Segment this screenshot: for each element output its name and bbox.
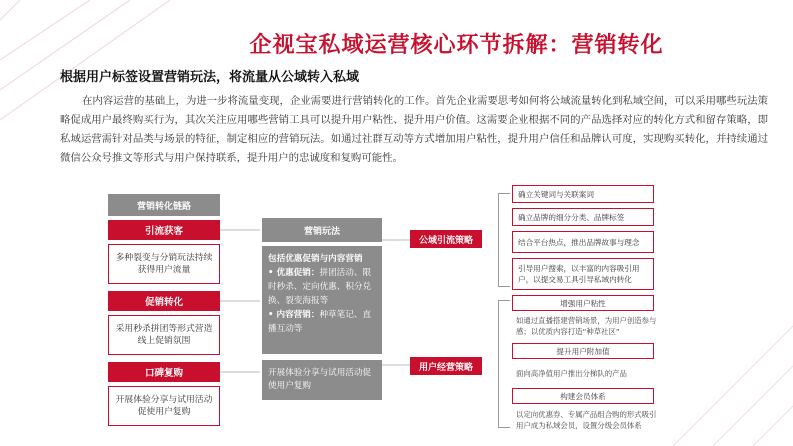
play-panel-title: 包括优惠促销与内容营销 [268, 254, 363, 264]
page-subtitle: 根据用户标签设置营销玩法，将流量从公域转入私域 [60, 70, 360, 85]
public-item-3: 结合平台热点，推出品牌故事与理念 [512, 231, 654, 253]
user-strategy-label: 用户经营策略 [410, 357, 482, 375]
public-bracket [498, 193, 510, 287]
chain-step-2-desc: 采用秒杀拼团等形式营造线上促销氛围 [108, 315, 220, 355]
bullet-content-text: 种草笔记、直播互动等 [268, 310, 372, 334]
user-item-2-box: 提升用户附加值 [512, 343, 654, 359]
public-item-2: 确立品牌的细分分类、品牌标签 [512, 208, 654, 226]
user-item-3-text: 以定向优惠券、专属产品组合购的形式吸引用户成为私域会员，设置分级会员体系 [516, 410, 657, 430]
bullet-content-label: • 内容营销： [268, 310, 320, 320]
chain-step-3-desc: 开展体验分享与试用活动促使用户复购 [108, 386, 220, 426]
user-item-2-text: 面向高净值用户推出分梯队的产品 [516, 369, 627, 378]
user-item-3-box: 构建会员体系 [512, 388, 654, 404]
user-item-1-text: 如通过直播搭建营销场景，为用户创造参与感；以优质内容打造“种草社区” [516, 316, 657, 336]
chain-step-3: 口碑复购 [108, 362, 220, 382]
bullet-promo-text: 拼团活动、限时秒杀、定向优惠、积分兑换、裂变海报等 [268, 268, 372, 306]
page-title: 企视宝私域运营核心环节拆解：营销转化 [249, 33, 664, 58]
chain-step-1: 引流获客 [108, 220, 220, 240]
chain-step-2: 促销转化 [108, 291, 220, 311]
public-item-1: 确立关键词与关联案词 [512, 185, 654, 203]
play-header: 营销玩法 [262, 218, 382, 242]
chain-header: 营销转化链路 [108, 194, 220, 216]
user-item-1-box: 增强用户粘性 [512, 295, 654, 311]
bullet-promo-label: • 优惠促销： [268, 268, 320, 278]
public-item-4: 引导用户搜索，以丰富的内容吸引用户，以提交易工具引导私域内转化 [512, 258, 654, 290]
play-connectors [382, 180, 422, 430]
chain-step-1-desc: 多种裂变与分销玩法持续获得用户流量 [108, 244, 220, 284]
play-extra: 开展体验分享与试用活动促使用户复购 [262, 360, 382, 400]
intro-paragraph: 在内容运营的基础上，为进一步将流量变现，企业需要进行营销转化的工作。首先企业需要思考如何将公域流量转化到私域空间，可以采用哪些玩法策略促成用户最终购买行为，其次关注应用哪些营销工具可以提升用户粘性、提升用户价值。这需要企业根据不同的产品选择对应的转化方式和留存策略，即私域运营需针对品类与场景的特征，制定相应的营销玩法。如通过社群互动等方式增加用户粘性，提升用户信任和品牌认可度，实现购买转化，并持续通过微信公众号推文等形式与用户保持联系，提升用户的忠诚度和复购可能性。 [60, 95, 768, 164]
user-bracket [498, 300, 510, 428]
public-strategy-label: 公域引流策略 [410, 230, 482, 248]
play-panel [262, 246, 382, 354]
